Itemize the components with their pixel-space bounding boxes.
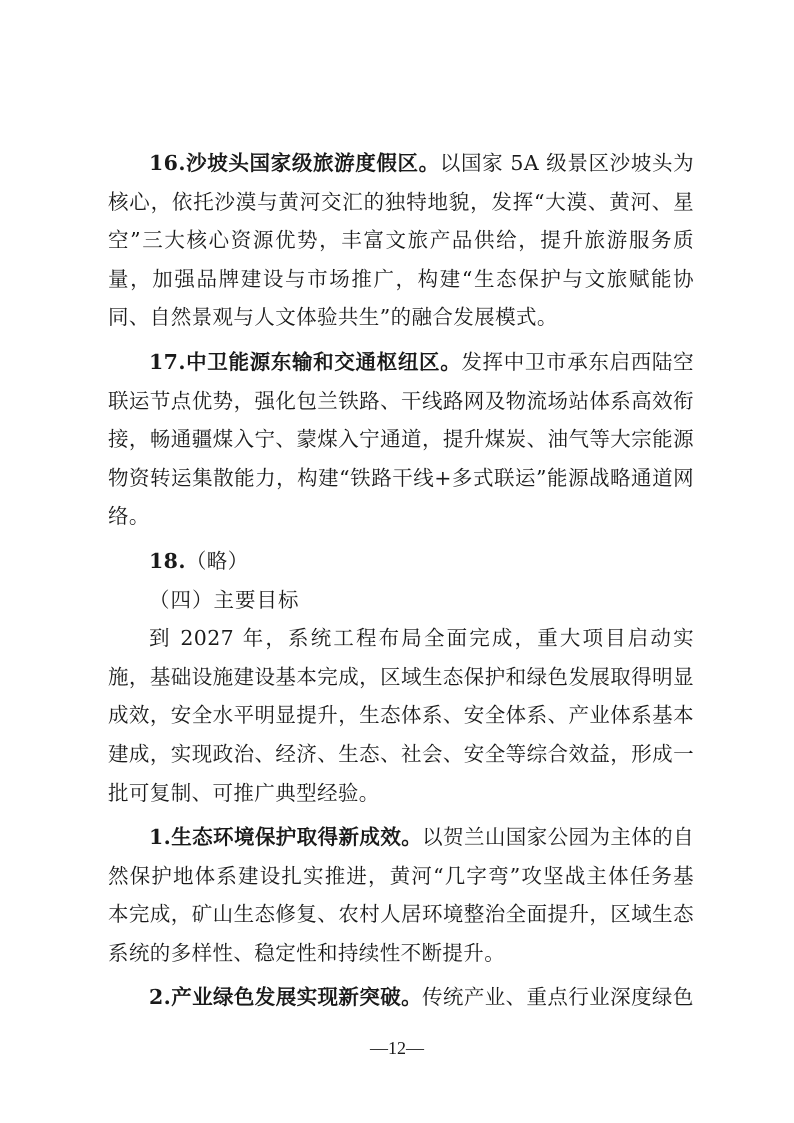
paragraph-text: 以贺兰山国家公园为主体的自然保护地体系建设扎实推进，黄河“几字弯”攻坚战主体任务基本完成，矿山生态修复、农村人居环境整治全面提升，区域生态系统的多样性、稳定性和持续性不断提升。 <box>108 825 694 965</box>
paragraph-lead: 1.生态环境保护取得新成效。 <box>149 825 423 850</box>
paragraph-text: （略） <box>185 548 249 573</box>
paragraph-lead: 2.产业绿色发展实现新突破。 <box>149 985 423 1010</box>
goal-1 <box>108 818 694 972</box>
paragraph-text: 以国家 5A 级景区沙坡头为核心，依托沙漠与黄河交汇的独特地貌，发挥“大漠、黄河、星空”三大核心资源优势，丰富文旅产品供给，提升旅游服务质量，加强品牌建设与市场推广，构建“生态保护与文旅赋能协同、自然景观与人文体验共生”的融合发展模式。 <box>108 151 695 330</box>
paragraph-text: 传统产业、重点行业深度绿色 <box>422 985 694 1010</box>
paragraph-lead: 17.中卫能源东输和交通枢纽区。 <box>149 349 462 374</box>
paragraph-lead: 16.沙坡头国家级旅游度假区。 <box>149 151 440 175</box>
paragraph-16 <box>108 144 694 337</box>
goal-2 <box>108 978 694 1017</box>
paragraph-17 <box>108 343 694 536</box>
paragraph-lead: 18. <box>149 548 186 573</box>
intro-paragraph: 到 2027 年，系统工程布局全面完成，重大项目启动实施，基础设施建设基本完成，区域生态保护和绿色发展取得明显成效，安全水平明显提升，生态体系、安全体系、产业体系基本建成，实现政治、经济、生态、社会、安全等综合效益，形成一批可复制、可推广典型经验。 <box>108 626 694 805</box>
document-body <box>108 144 694 1017</box>
paragraph-18 <box>108 542 694 581</box>
paragraph-text: 发挥中卫市承东启西陆空联运节点优势，强化包兰铁路、干线路网及物流场站体系高效衔接，畅通疆煤入宁、蒙煤入宁通道，提升煤炭、油气等大宗能源物资转运集散能力，构建“铁路干线+多式联运”能源战略通道网络。 <box>108 349 694 529</box>
page-number: —12— <box>370 1038 424 1058</box>
section-heading: （四）主要目标 <box>149 587 300 612</box>
